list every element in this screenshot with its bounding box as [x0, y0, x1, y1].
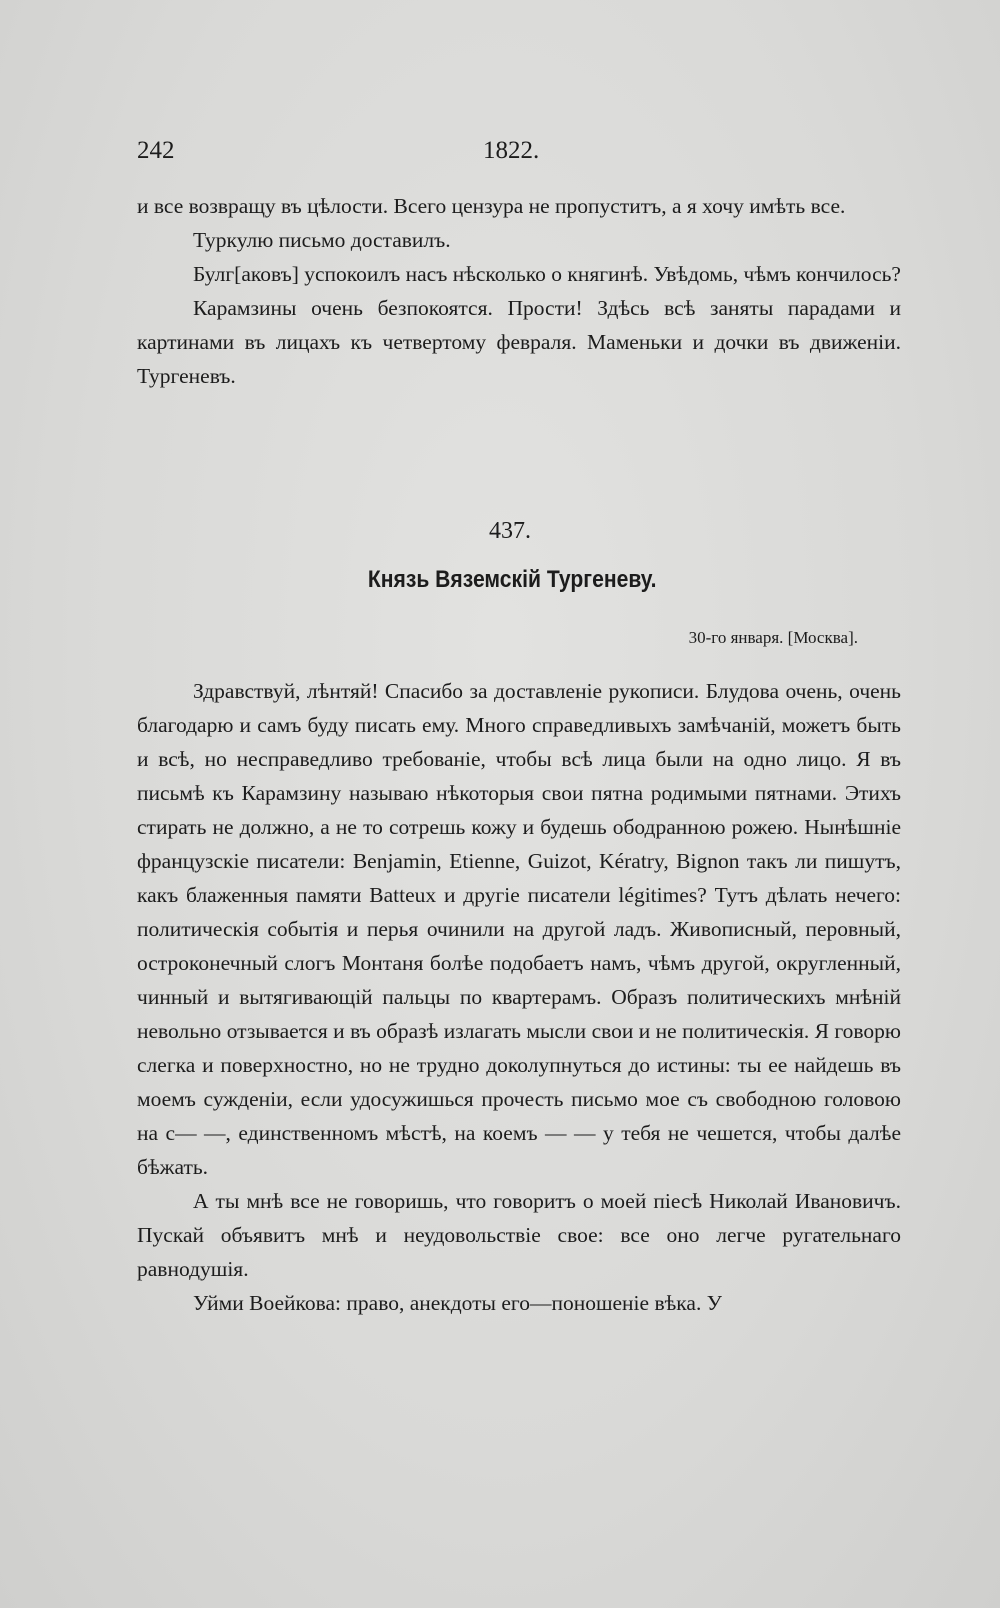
letter-number: 437. [489, 518, 531, 544]
text-block-continuation [137, 189, 901, 393]
letter-date: 30-го января. [Москва]. [688, 628, 858, 647]
paragraph: А ты мнѣ все не говоришь, что говоритъ о моей піесѣ Николай Ивановичъ. Пускай объявитъ мнѣ и неудовольствіе свое: все оно легче ругательнаго равнодушія. [137, 1189, 901, 1281]
running-header [137, 137, 907, 171]
paragraph: Здравствуй, лѣнтяй! Спасибо за доставленіе рукописи. Блудова очень, очень благодарю и самъ буду писать ему. Много справедливыхъ замѣчаній, можетъ быть и всѣ, но несправедливо требованіе, чтобы всѣ лица были на одно лицо. Я въ письмѣ къ Карамзину называю нѣкоторыя свои пятна родимыми пятнами. Этихъ стирать не должно, а не то сотрешь кожу и будешь ободранною рожею. Нынѣшніе французскіе писатели: Benjamin, Etienne, Guizot, Kératry, Bignon такъ ли пишутъ, какъ блаженныя памяти Batteux и другіе писатели légitimes? Тутъ дѣлать нечего: политическія событія и перья очинили на другой ладъ. Живописный, перовный, остроконечный слогъ Монтаня болѣе подобаетъ намъ, чѣмъ другой, округленный, чинный и вытягивающій пальцы по квартерамъ. Образъ политическихъ мнѣній невольно отзывается и въ образѣ излагать мысли свои и не политическія. Я говорю слегка и поверхностно, но не трудно доколупнуться до истины: ты ее найдешь въ моемъ сужденіи, если удосужишься прочесть письмо мое съ свободною головою на с— —, единственномъ мѣстѣ, на коемъ — — у тебя не чешется, чтобы далѣе бѣжать. [137, 679, 901, 1179]
page-number: 242 [137, 137, 175, 164]
paragraph: Булг[аковъ] успокоилъ насъ нѣсколько о княгинѣ. Увѣдомь, чѣмъ кончилось? [193, 262, 901, 286]
running-head-year: 1822. [483, 137, 540, 164]
text-block-letter [137, 674, 901, 1320]
paragraph: Уйми Воейкова: право, анекдоты его—поношеніе вѣка. У [193, 1291, 722, 1315]
letter-heading: Князь Вяземскій Тургеневу. [367, 566, 657, 593]
paragraph: и все возвращу въ цѣлости. Всего цензура не пропуститъ, а я хочу имѣть все. [137, 194, 846, 218]
paragraph: Туркулю письмо доставилъ. [193, 228, 451, 252]
paragraph: Карамзины очень безпокоятся. Прости! Здѣсь всѣ заняты парадами и картинами въ лицахъ къ четвертому февраля. Маменьки и дочки въ движеніи. Тургеневъ. [137, 296, 901, 388]
